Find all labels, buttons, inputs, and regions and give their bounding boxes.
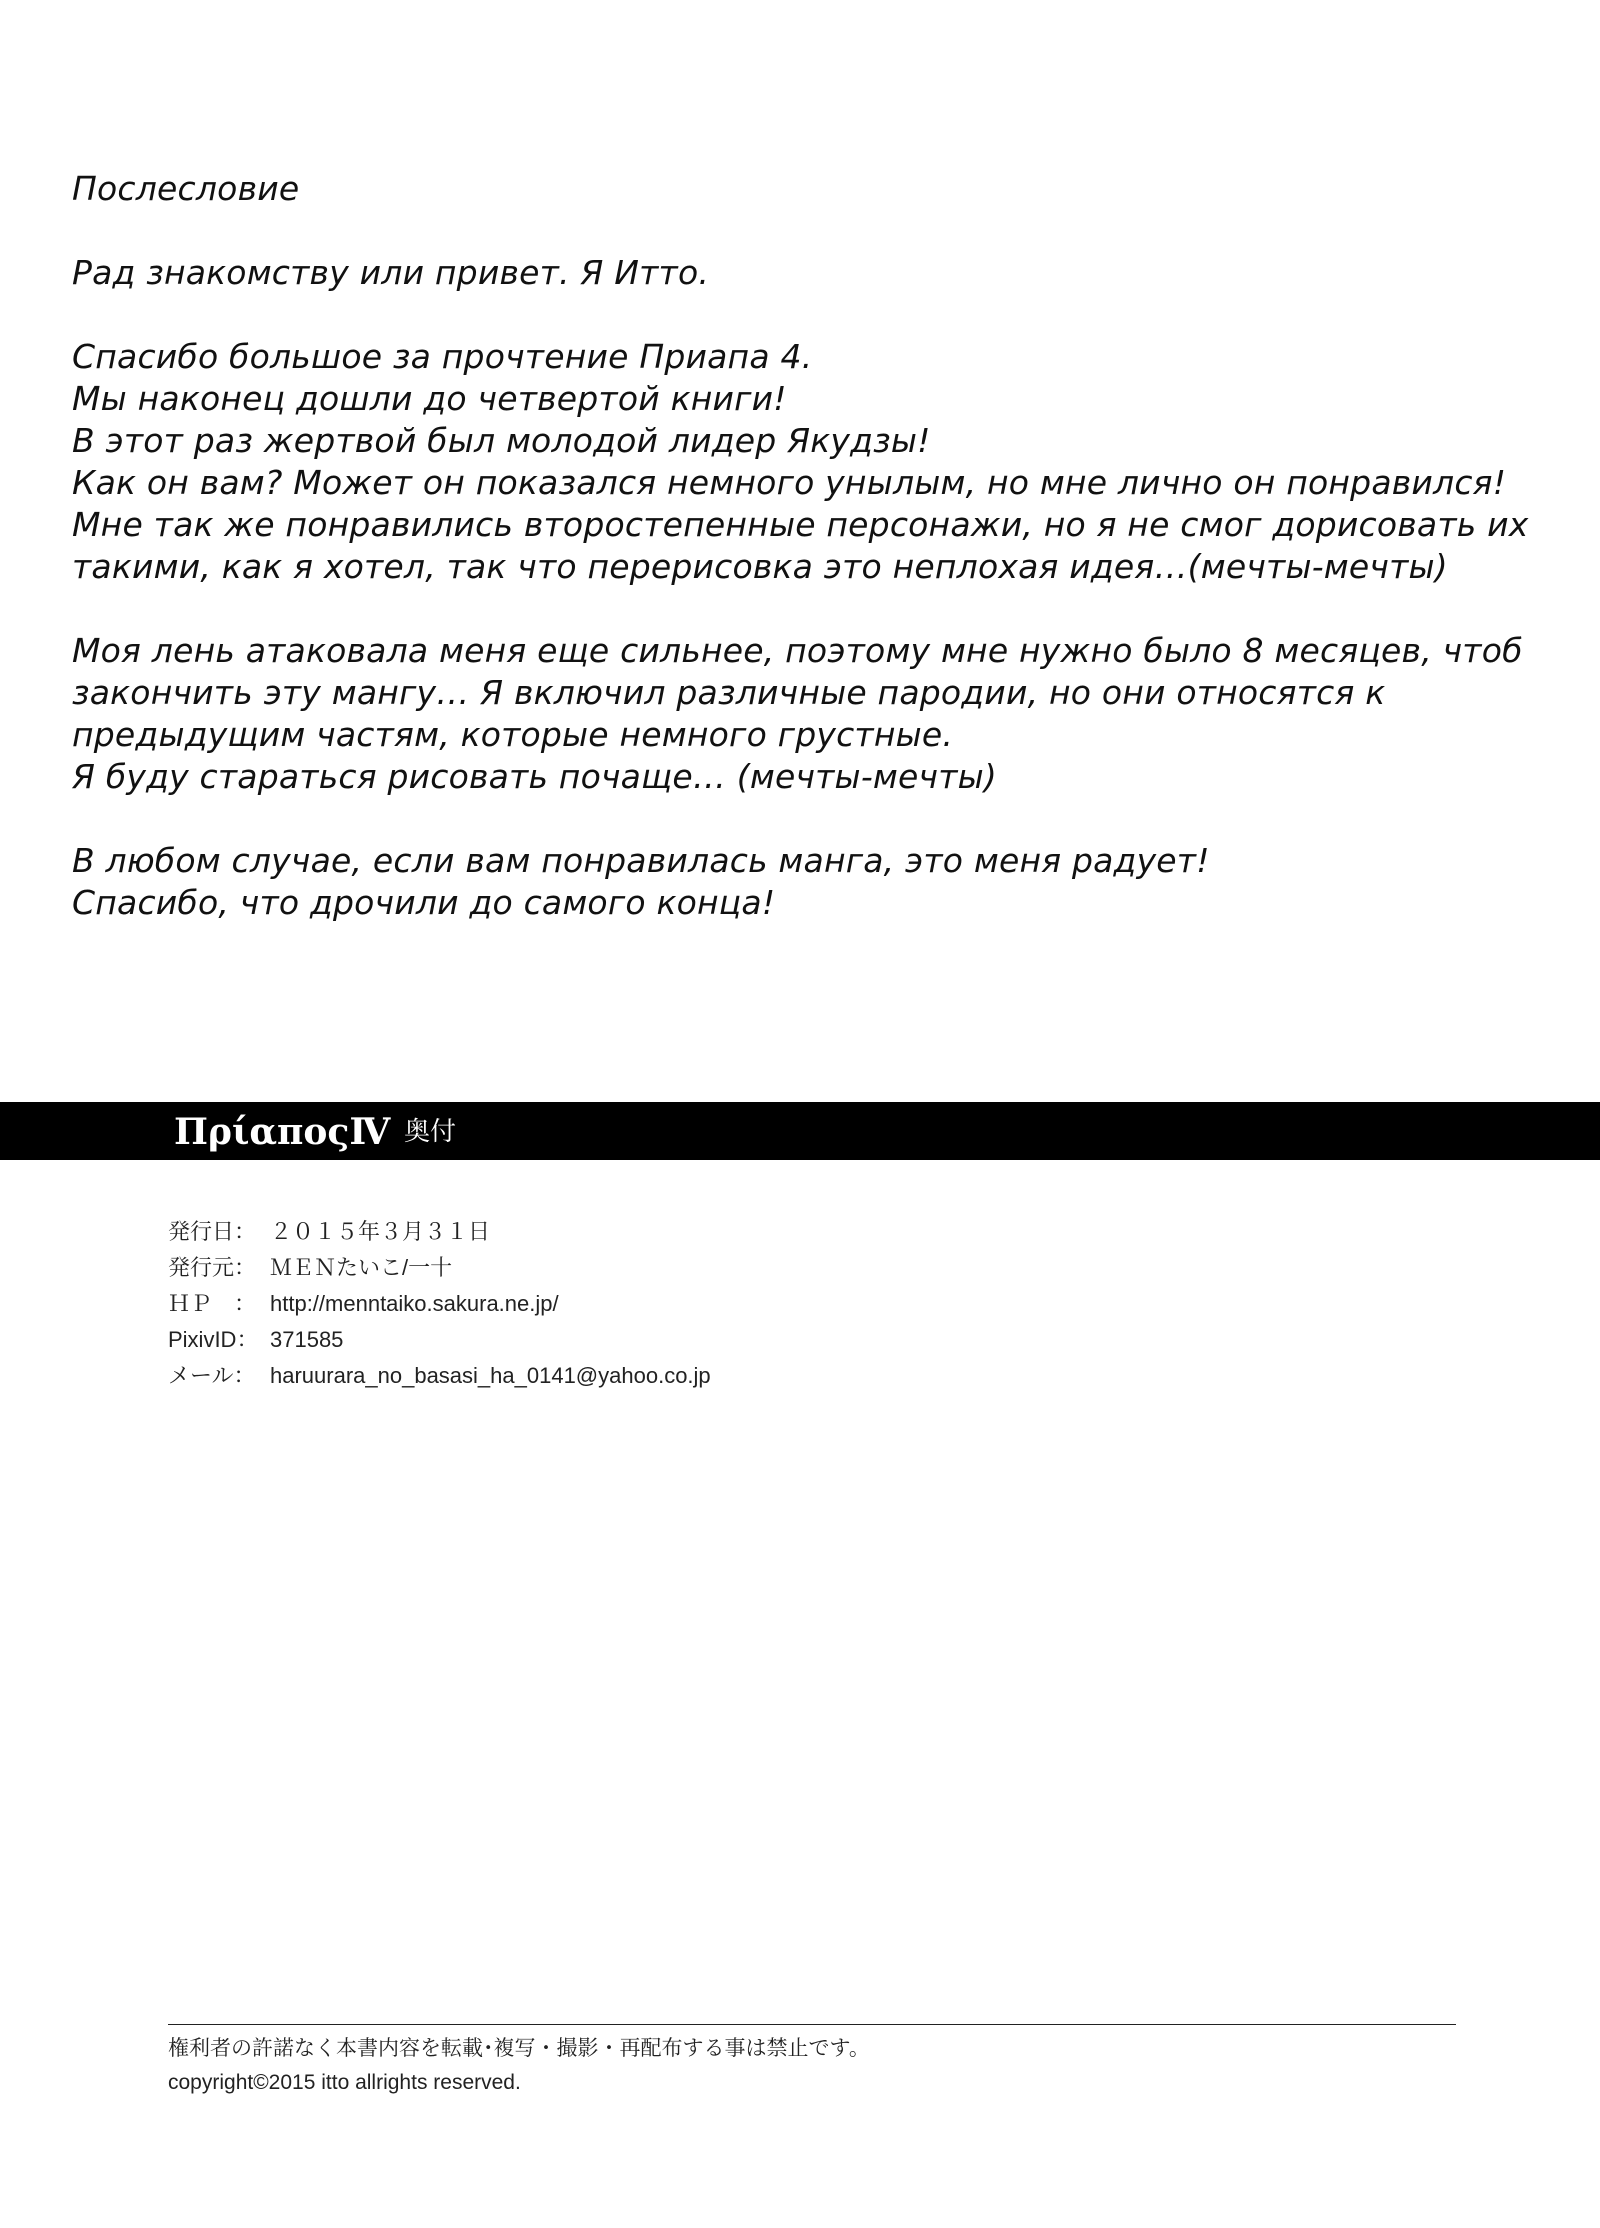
colophon-value-url: http://menntaiko.sakura.ne.jp/	[270, 1291, 559, 1316]
colophon-value: ２０１５年３月３１日	[270, 1219, 491, 1244]
afterword-line: Мы наконец дошли до четвертой книги!	[72, 379, 787, 418]
colophon-key: メール：	[168, 1363, 256, 1388]
colophon-key: 発行日：	[168, 1219, 257, 1244]
footer-divider	[168, 2024, 1456, 2025]
colophon-key: ＨＰ ：	[168, 1291, 257, 1316]
copyright-notice: 権利者の許諾なく本書内容を転載･複写・撮影・再配布する事は禁止です。	[168, 2037, 870, 2060]
afterword-line: Я буду стараться рисовать почаще… (мечты-мечты)	[72, 757, 997, 796]
colophon-value: ＭＥＮたいこ/一十	[270, 1255, 453, 1280]
footer	[168, 2032, 870, 2100]
afterword-line: Спасибо большое за прочтение Приапа 4.	[72, 337, 813, 376]
colophon-row-pixiv	[168, 1322, 711, 1358]
afterword-line: Моя лень атаковала меня еще сильнее, поэтому мне нужно было 8 месяцев, чтоб	[72, 631, 1523, 670]
colophon-label: 奥付	[404, 1117, 457, 1147]
colophon-row-homepage	[168, 1286, 711, 1322]
colophon-row-publisher	[168, 1250, 711, 1286]
afterword-paragraph	[72, 252, 1552, 294]
colophon-details	[168, 1214, 711, 1394]
afterword-paragraph	[72, 336, 1552, 588]
afterword	[72, 168, 1552, 966]
book-title: ΠρίαποςⅣ	[174, 1111, 391, 1153]
copyright-line: copyright©2015 itto allrights reserved.	[168, 2071, 521, 2094]
afterword-line: закончить эту мангу… Я включил различные пародии, но они относятся к	[72, 673, 1386, 712]
colophon-value-email: haruurara_no_basasi_ha_0141@yahoo.co.jp	[270, 1363, 711, 1388]
colophon-key: PixivID：	[168, 1327, 259, 1352]
afterword-paragraph	[72, 630, 1552, 798]
afterword-line: В этот раз жертвой был молодой лидер Якудзы!	[72, 421, 931, 460]
colophon-key: 発行元：	[168, 1255, 257, 1280]
afterword-line: Мне так же понравились второстепенные персонажи, но я не смог дорисовать их	[72, 505, 1529, 544]
afterword-line: предыдущим частям, которые немного грустные.	[72, 715, 954, 754]
colophon-value: 371585	[270, 1327, 344, 1352]
colophon-header-bar	[0, 1102, 1600, 1160]
afterword-line: Как он вам? Может он показался немного унылым, но мне лично он понравился!	[72, 463, 1507, 502]
colophon-row-date	[168, 1214, 711, 1250]
afterword-line: такими, как я хотел, так что перерисовка это неплохая идея…(мечты-мечты)	[72, 547, 1448, 586]
afterword-paragraph	[72, 840, 1552, 924]
afterword-line: Спасибо, что дрочили до самого конца!	[72, 883, 776, 922]
afterword-line: В любом случае, если вам понравилась манга, это меня радует!	[72, 841, 1210, 880]
colophon-row-email	[168, 1358, 711, 1394]
afterword-title: Послесловие	[72, 169, 300, 208]
afterword-line: Рад знакомству или привет. Я Итто.	[72, 253, 710, 292]
